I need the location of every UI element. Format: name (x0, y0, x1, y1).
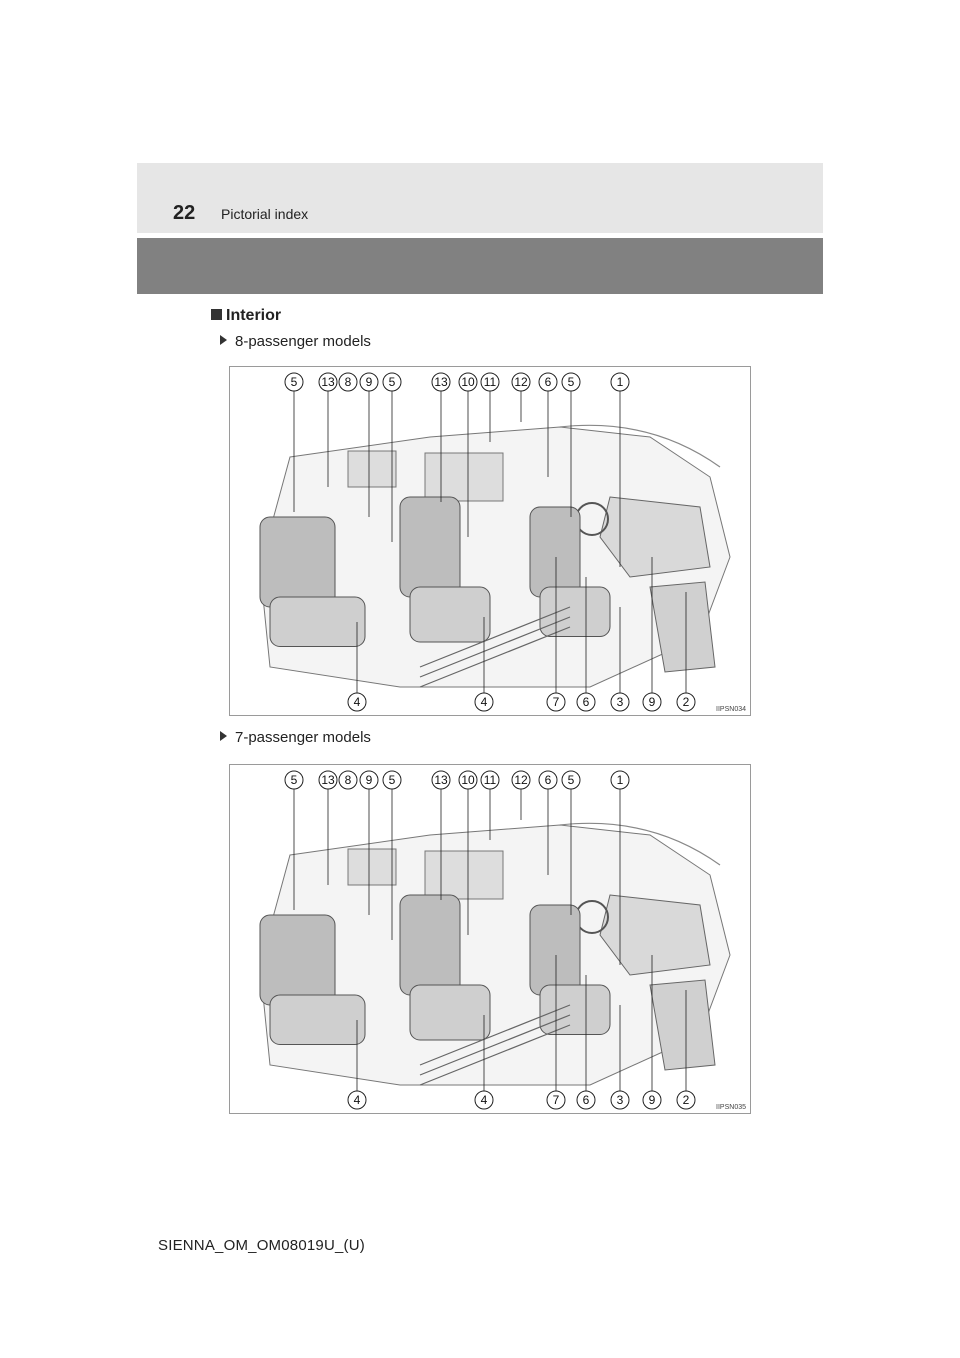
interior-figure-7-passenger (229, 764, 751, 1114)
rear-side-window (348, 849, 396, 885)
front-passenger-seat-back (530, 507, 580, 597)
callout-11 (481, 771, 499, 789)
header-band (137, 163, 823, 233)
callout-13 (319, 771, 337, 789)
callout-10 (459, 771, 477, 789)
callout-8 (339, 373, 357, 391)
callout-4 (475, 693, 493, 711)
interior-heading (211, 307, 281, 325)
callout-9 (360, 373, 378, 391)
callout-13 (432, 771, 450, 789)
callout-number: 2 (682, 695, 690, 709)
floor-mat (650, 980, 715, 1070)
callout-8 (339, 771, 357, 789)
third-row-seat-back (260, 915, 335, 1005)
callout-number: 10 (461, 375, 475, 389)
callout-1 (611, 373, 629, 391)
callout-number: 3 (616, 695, 624, 709)
callout-number: 6 (544, 773, 552, 787)
callout-3 (611, 693, 629, 711)
callout-13 (432, 373, 450, 391)
triangle-bullet-icon (220, 335, 227, 345)
callout-number: 5 (290, 773, 298, 787)
header-dark-band (137, 238, 823, 294)
callout-3 (611, 1091, 629, 1109)
section-title: Pictorial index (221, 206, 309, 222)
figure-id: IIPSN034 (716, 706, 746, 713)
callout-5 (285, 771, 303, 789)
callout-number: 4 (353, 695, 361, 709)
callout-number: 10 (461, 773, 475, 787)
callout-number: 5 (290, 375, 298, 389)
sliding-door-window (425, 851, 503, 899)
front-passenger-seat-back (530, 905, 580, 995)
callout-number: 9 (365, 375, 373, 389)
figure-label-7-passenger (220, 729, 371, 746)
callout-13 (319, 373, 337, 391)
callout-number: 9 (648, 695, 656, 709)
second-row-seat-cushion (410, 587, 490, 642)
callout-4 (475, 1091, 493, 1109)
figure-id: IIPSN035 (716, 1104, 746, 1111)
callout-number: 12 (514, 375, 528, 389)
callout-number: 11 (483, 773, 497, 787)
callout-5 (285, 373, 303, 391)
front-passenger-seat-cushion (540, 985, 610, 1035)
callout-4 (348, 1091, 366, 1109)
callout-12 (512, 373, 530, 391)
callout-number: 8 (344, 773, 352, 787)
interior-illustration (230, 367, 750, 715)
callout-4 (348, 693, 366, 711)
callout-number: 13 (434, 773, 448, 787)
callout-number: 4 (353, 1093, 361, 1107)
callout-number: 11 (483, 375, 497, 389)
figure-label-text: 8-passenger models (235, 333, 371, 350)
callout-number: 5 (567, 773, 575, 787)
callout-number: 6 (544, 375, 552, 389)
callout-number: 13 (321, 375, 335, 389)
figure-label-8-passenger (220, 333, 371, 350)
second-row-seat-back (400, 895, 460, 995)
callout-1 (611, 771, 629, 789)
callout-number: 13 (321, 773, 335, 787)
callout-6 (577, 1091, 595, 1109)
callout-10 (459, 373, 477, 391)
figure-label-text: 7-passenger models (235, 729, 371, 746)
callout-number: 5 (388, 773, 396, 787)
callout-2 (677, 1091, 695, 1109)
callout-number: 6 (582, 1093, 590, 1107)
callout-number: 7 (552, 1093, 560, 1107)
interior-figure-8-passenger (229, 366, 751, 716)
callout-5 (562, 373, 580, 391)
third-row-seat-cushion (270, 995, 365, 1045)
callout-number: 13 (434, 375, 448, 389)
callout-number: 8 (344, 375, 352, 389)
heading-text: Interior (226, 307, 282, 324)
callout-5 (562, 771, 580, 789)
floor-mat (650, 582, 715, 672)
callout-number: 1 (616, 773, 624, 787)
second-row-seat-cushion (410, 985, 490, 1040)
callout-number: 1 (616, 375, 624, 389)
second-row-seat-back (400, 497, 460, 597)
callout-6 (577, 693, 595, 711)
square-bullet-icon (211, 309, 222, 320)
third-row-seat-cushion (270, 597, 365, 647)
callout-5 (383, 771, 401, 789)
callout-number: 3 (616, 1093, 624, 1107)
sliding-door-window (425, 453, 503, 501)
callout-number: 4 (480, 695, 488, 709)
callout-6 (539, 771, 557, 789)
rear-side-window (348, 451, 396, 487)
callout-9 (643, 1091, 661, 1109)
footer-doc-code: SIENNA_OM_OM08019U_(U) (158, 1237, 365, 1254)
callout-number: 9 (365, 773, 373, 787)
callout-number: 5 (388, 375, 396, 389)
callout-number: 9 (648, 1093, 656, 1107)
callout-7 (547, 693, 565, 711)
callout-5 (383, 373, 401, 391)
callout-2 (677, 693, 695, 711)
callout-number: 12 (514, 773, 528, 787)
callout-6 (539, 373, 557, 391)
callout-9 (360, 771, 378, 789)
vehicle-interior-drawing (260, 425, 730, 687)
callout-number: 7 (552, 695, 560, 709)
callout-11 (481, 373, 499, 391)
callout-number: 6 (582, 695, 590, 709)
third-row-seat-back (260, 517, 335, 607)
callout-7 (547, 1091, 565, 1109)
front-passenger-seat-cushion (540, 587, 610, 637)
callout-number: 2 (682, 1093, 690, 1107)
triangle-bullet-icon (220, 731, 227, 741)
callout-12 (512, 771, 530, 789)
callout-number: 4 (480, 1093, 488, 1107)
interior-illustration (230, 765, 750, 1113)
vehicle-interior-drawing (260, 823, 730, 1085)
page-number: 22 (173, 202, 196, 224)
callout-number: 5 (567, 375, 575, 389)
callout-9 (643, 693, 661, 711)
